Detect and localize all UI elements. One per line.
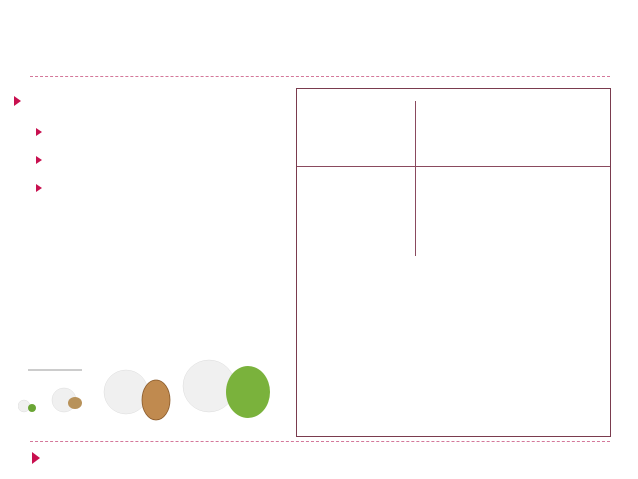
empty-bullet bbox=[32, 449, 40, 468]
size-circle-1cm bbox=[18, 400, 30, 412]
title-divider bbox=[30, 76, 610, 77]
tumor-size-comparison-figure bbox=[18, 356, 288, 436]
table-row-pn1 bbox=[297, 89, 610, 167]
tnm-table bbox=[296, 88, 611, 437]
bullet-arrow-icon bbox=[36, 128, 42, 136]
bullet-arrow-icon bbox=[36, 184, 42, 192]
size-circle-4cm bbox=[104, 370, 148, 414]
bullet-arrow-icon bbox=[36, 156, 42, 164]
bullet-arrow-icon bbox=[32, 452, 40, 464]
footer-divider bbox=[30, 441, 610, 442]
pea-icon bbox=[28, 404, 36, 412]
lime-icon bbox=[226, 366, 270, 418]
peanut-icon bbox=[68, 397, 82, 409]
walnut-icon bbox=[142, 380, 170, 420]
bullet-arrow-icon bbox=[14, 96, 21, 106]
